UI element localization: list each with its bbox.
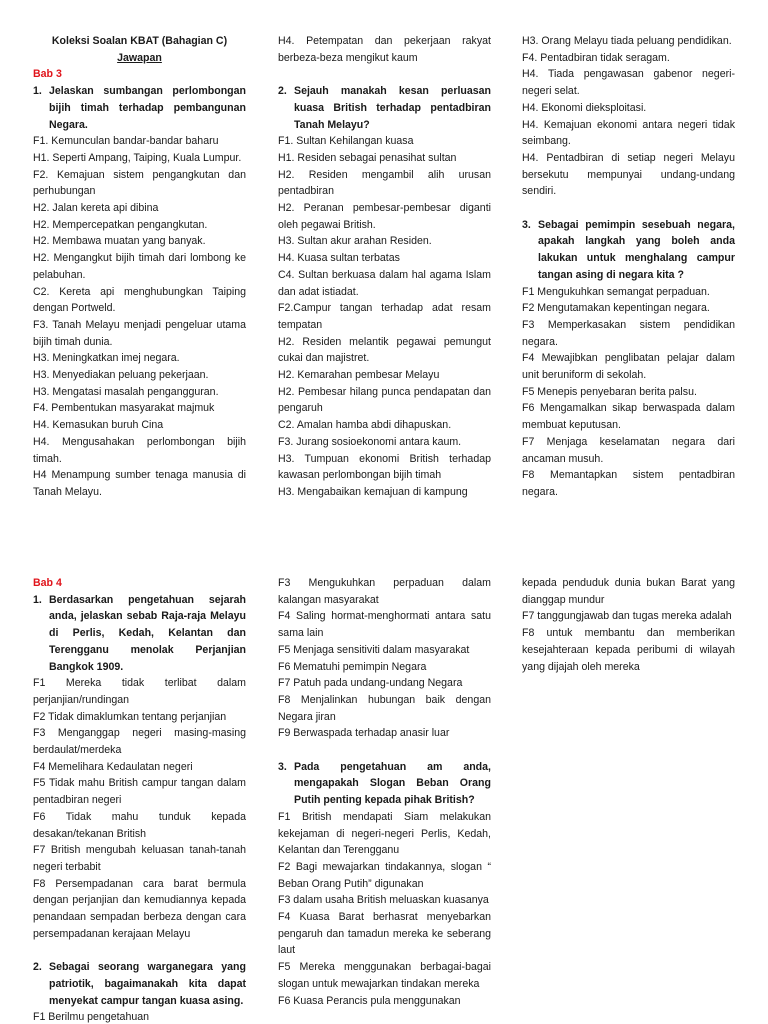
question-text: Berdasarkan pengetahuan sejarah anda, jelaskan sebab Raja-raja Melayu di Perlis, Kedah, Kelantan dan Terengganu menolak Perjanjian Bangkok 1909.: [49, 593, 246, 673]
question: [33, 83, 246, 133]
answer-line: F2 Bagi mewajarkan tindakannya, slogan “ Beban Orang Putih” digunakan: [278, 860, 491, 890]
answer-line: F1. Sultan Kehilangan kuasa: [278, 135, 414, 148]
answer-line: H1. Residen sebagai penasihat sultan: [278, 151, 457, 164]
answer-line: H3. Menyediakan peluang pekerjaan.: [33, 369, 209, 382]
answer-line: H2. Residen melantik pegawai pemungut cukai dan majistret.: [278, 335, 491, 365]
answer-line: F3 Memperkasakan sistem pendidikan negara.: [522, 318, 735, 348]
chapter-heading: Bab 3: [33, 68, 62, 81]
answer-line: F3. Jurang sosioekonomi antara kaum.: [278, 435, 462, 448]
answer-line: F4 Memelihara Kedaulatan negeri: [33, 760, 193, 773]
answer-list: [522, 33, 735, 200]
document-subtitle: Jawapan: [117, 51, 162, 64]
top-column-3: [522, 33, 735, 501]
answer-line: F7 tanggungjawab dan tugas mereka adalah: [522, 610, 732, 623]
answer-line: F6 Tidak mahu tunduk kepada desakan/tekanan British: [33, 810, 246, 840]
question-number: 2.: [278, 85, 287, 98]
answer-line: H2. Peranan pembesar-pembesar diganti oleh pegawai British.: [278, 202, 491, 231]
answer-line: F9 Berwaspada terhadap anasir luar: [278, 727, 450, 740]
answer-line: F6 Kuasa Perancis pula menggunakan: [278, 994, 461, 1007]
answer-line: F5 Tidak mahu British campur tangan dalam pentadbiran negeri: [33, 777, 246, 807]
question-number: 1.: [33, 85, 42, 98]
question: [278, 83, 491, 133]
answer-line: H4. Mengusahakan perlombongan bijih timah.: [33, 435, 246, 465]
answer-line: F1 Mereka tidak terlibat dalam perjanjian/rundingan: [33, 677, 246, 706]
answer-line: F6 Mengamalkan sikap berwaspada dalam membuat keputusan.: [522, 402, 735, 432]
answer-line: H1. Seperti Ampang, Taiping, Kuala Lumpur.: [33, 151, 242, 164]
question-number: 3.: [278, 760, 287, 773]
answer-line: H3. Mengatasi masalah pengangguran.: [33, 385, 219, 398]
question-text: Pada pengetahuan am anda, mengapakah Slogan Beban Orang Putih penting kepada pihak British?: [294, 760, 491, 807]
question: [33, 959, 246, 1009]
answer-line: H3. Meningkatkan imej negara.: [33, 352, 180, 365]
answer-line: F2 Tidak dimaklumkan tentang perjanjian: [33, 710, 227, 723]
answer-line: F3. Tanah Melayu menjadi pengeluar utama bijih timah dunia.: [33, 318, 246, 348]
answer-line: F8 Menjalinkan hubungan baik dengan Negara jiran: [278, 693, 491, 723]
answer-list: [522, 575, 735, 675]
top-column-1: [33, 33, 246, 501]
answer-list: [522, 284, 735, 501]
answer-line: H2. Kemarahan pembesar Melayu: [278, 369, 440, 382]
answer-line: kepada penduduk dunia bukan Barat yang dianggap mundur: [522, 577, 735, 606]
answer-line: H4. Kemasukan buruh Cina: [33, 419, 164, 432]
answer-line: F5 Menjaga sensitiviti dalam masyarakat: [278, 643, 470, 656]
answer-line: F8 untuk membantu dan memberikan kesejahteraan kepada peribumi di wilayah yang dijajah oleh mereka: [522, 627, 735, 673]
answer-list: [278, 133, 491, 500]
answer-line: F4 Kuasa Barat berhasrat menyebarkan pengaruh dan tamadun mereka ke seberang laut: [278, 911, 491, 957]
answer-line: F1 Mengukuhkan semangat perpaduan.: [522, 285, 710, 298]
answer-line: H2. Residen mengambil alih urusan pentadbiran: [278, 168, 491, 198]
top-column-2: [278, 33, 491, 501]
question-text: Sebagai pemimpin sesebuah negara, apakah langkah yang boleh anda lakukan untuk menghalang campur tangan asing di negara kita ?: [538, 218, 735, 281]
bottom-column-2: [278, 575, 491, 1009]
answer-line: C4. Sultan berkuasa dalam hal agama Islam dan adat istiadat.: [278, 268, 491, 298]
question: [522, 217, 735, 284]
answer-line: F1 British mendapati Siam melakukan kekejaman di negeri-negeri Perlis, Kedah, Kelantan dan Terengganu: [278, 810, 491, 857]
answer-line: F1 Berilmu pengetahuan: [33, 1011, 150, 1024]
answer-line: F6 Mematuhi pemimpin Negara: [278, 660, 427, 673]
answer-line: H2. Jalan kereta api dibina: [33, 202, 159, 215]
answer-list: [33, 133, 246, 500]
question-text: Sejauh manakah kesan perluasan kuasa British terhadap pentadbiran Tanah Melayu?: [294, 85, 491, 131]
question-text: Jelaskan sumbangan perlombongan bijih timah terhadap pembangunan Negara.: [49, 85, 246, 131]
answer-line: H4 Menampung sumber tenaga manusia di Tanah Melayu.: [33, 469, 246, 498]
document-title: Koleksi Soalan KBAT (Bahagian C): [51, 35, 228, 47]
answer-line: F7 Menjaga keselamatan negara dari ancaman musuh.: [522, 435, 735, 465]
answer-line: H4. Ekonomi dieksploitasi.: [522, 101, 647, 114]
answer-list: [278, 575, 491, 742]
answer-line: F8 Persempadanan cara barat bermula dengan perjanjian dan kemudiannya kepada penandaan sempadan berbeza dengan cara persempadanan kerajaan Melayu: [33, 877, 246, 940]
answer-line: H4. Petempatan dan pekerjaan rakyat berbeza-beza mengikut kaum: [278, 35, 491, 64]
answer-line: F3 dalam usaha British meluaskan kuasanya: [278, 894, 489, 907]
answer-line: H3. Tumpuan ekonomi British terhadap kawasan perlombongan bijih timah: [278, 452, 491, 482]
answer-line: F4. Pembentukan masyarakat majmuk: [33, 402, 215, 415]
answer-line: F1. Kemunculan bandar-bandar baharu: [33, 135, 219, 148]
answer-line: H2. Pembesar hilang punca pendapatan dan pengaruh: [278, 385, 491, 415]
question-number: 2.: [33, 961, 42, 974]
answer-line: H2. Mengangkut bijih timah dari lombong ke pelabuhan.: [33, 252, 246, 281]
answer-line: H4. Kuasa sultan terbatas: [278, 252, 400, 265]
answer-line: C2. Amalan hamba abdi dihapuskan.: [278, 419, 452, 432]
answer-list: [33, 675, 246, 942]
answer-line: H2. Mempercepatkan pengangkutan.: [33, 218, 208, 231]
answer-line: H3. Orang Melayu tiada peluang pendidikan.: [522, 35, 732, 47]
answer-line: H4. Kemajuan ekonomi antara negeri tidak seimbang.: [522, 118, 735, 148]
answer-line: F3 Mengukuhkan perpaduan dalam kalangan masyarakat: [278, 577, 491, 606]
answer-line: F4 Mewajibkan penglibatan pelajar dalam unit beruniform di sekolah.: [522, 352, 735, 382]
question-text: Sebagai seorang warganegara yang patriotik, bagaimanakah kita dapat menyekat campur tangan kuasa asing.: [49, 961, 246, 1007]
answer-line: F2 Mengutamakan kepentingan negara.: [522, 302, 710, 315]
answer-line: C2. Kereta api menghubungkan Taiping dengan Portweld.: [33, 285, 246, 315]
answer-line: F8 Memantapkan sistem pentadbiran negara.: [522, 469, 735, 498]
answer-line: H3. Sultan akur arahan Residen.: [278, 235, 432, 248]
answer-line: F4. Pentadbiran tidak seragam.: [522, 51, 670, 64]
answer-list: [278, 809, 491, 1009]
answer-line: F3 Menganggap negeri masing-masing berdaulat/merdeka: [33, 727, 246, 757]
bottom-column-1: [33, 575, 246, 1024]
answer-line: F7 Patuh pada undang-undang Negara: [278, 677, 463, 690]
question-number: 1.: [33, 593, 42, 606]
answer-line: F5 Menepis penyebaran berita palsu.: [522, 385, 697, 398]
bottom-column-3: [522, 575, 735, 675]
question: [278, 759, 491, 809]
chapter-heading: Bab 4: [33, 577, 62, 589]
answer-line: F4 Saling hormat-menghormati antara satu sama lain: [278, 610, 491, 640]
answer-line: H4. Pentadbiran di setiap negeri Melayu bersekutu mempunyai undang-undang sendiri.: [522, 151, 735, 198]
answer-line: F7 British mengubah keluasan tanah-tanah negeri terbabit: [33, 844, 246, 873]
question: [33, 592, 246, 676]
question-number: 3.: [522, 218, 531, 231]
answer-line: F2. Kemajuan sistem pengangkutan dan perhubungan: [33, 168, 246, 198]
answer-line: H2. Membawa muatan yang banyak.: [33, 235, 206, 248]
answer-line: H4. Tiada pengawasan gabenor negeri-negeri selat.: [522, 68, 735, 98]
answer-line: H3. Mengabaikan kemajuan di kampung: [278, 485, 468, 498]
answer-line: F2.Campur tangan terhadap adat resam tempatan: [278, 302, 491, 331]
answer-line: F5 Mereka menggunakan berbagai-bagai slogan untuk mewajarkan tindakan mereka: [278, 961, 491, 990]
